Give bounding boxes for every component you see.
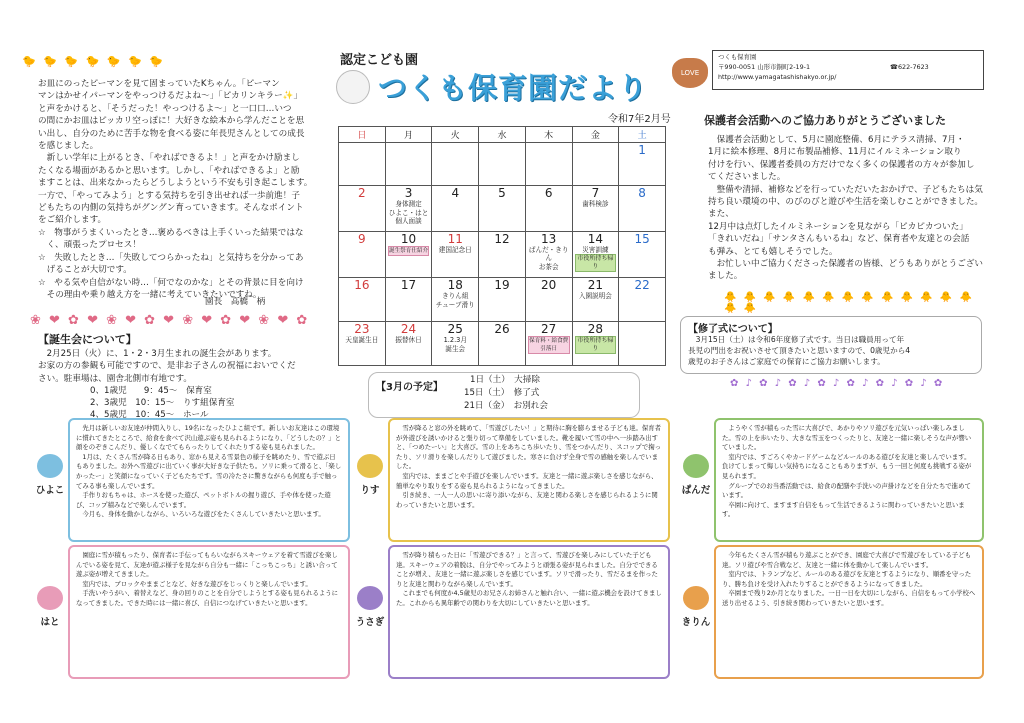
class-report-text: 今年もたくさん雪が積もり遊ぶことができ、園庭で大喜びで雪遊びをしている子ども達。ソリ遊びや雪合戦など、友達と一緒に体を動かして楽しんでいます。 室内では、トランプなど、ルールのある遊びを友達とするようになり、順番を守ったり、勝ち負けを受け入れたりすることができるようになってきました。 卒園まで残り2か月となりました。一日一日を大切にしながら、自信をもって小学校へ送り出せるよう、引き続き関わっていきたいと思います。 [722, 551, 976, 607]
calendar-day-cell [339, 186, 386, 231]
day-event: 災害訓練 [582, 245, 609, 254]
calendar-day-cell [572, 186, 619, 231]
class-box-0 [68, 418, 350, 542]
march-plan-1: 1日（土） 大掃除 [470, 375, 540, 385]
class-report-text: 園庭に雪が積もったり、保育者に手伝ってもらいながらスキーウェアを着て雪遊びを楽しんでいる姿を見て、友達が遊ぶ様子を見ながら自分も一緒に「こっちこっち」と誘い合って遊ぶ姿が増えてきました。 室内では、ブロックやままごとなど、好きな遊びをじっくりと楽しんでいます。 手洗いやうがい、着替えなど、身の回りのことを自分でしようとする姿も見られるようになってきました。できた時には一緒に喜び、自信につなげていきたいと思います。 [76, 551, 339, 607]
day-tag: 市役所持ち帰り [575, 336, 617, 354]
class-name: うさぎ [355, 617, 385, 628]
day-number: 12 [494, 231, 510, 246]
principal-signature: 園長 高橋 柄 [205, 297, 266, 307]
calendar-day-cell [479, 142, 526, 186]
issue-label: 令和7年2月号 [608, 114, 671, 125]
day-number: 22 [634, 278, 650, 293]
day-number: 24 [400, 322, 417, 337]
calendar-day-cell [385, 278, 432, 322]
chick-decoration-row: 🐤 🐤 🐤 🐤 🐤 🐤 🐤 [22, 55, 165, 68]
graduation-text: 3月15日（土）は令和6年度修了式です。当日は職員用って年 長児の門出をお祝いさせて頂きたいと思いますので、0歳児から4 歳児のお子さんはご家庭での保育にご協力お願いします。 [688, 335, 911, 366]
checkup-time-2: 2、3歳児 10：15～ りす組保育室 [90, 398, 235, 408]
class-box-1 [388, 418, 670, 542]
day-number: 17 [400, 278, 417, 293]
class-animal-2 [676, 454, 716, 496]
day-event: 建国記念日 [438, 245, 472, 254]
calendar-day-cell [525, 231, 572, 278]
calendar-day-cell [525, 322, 572, 366]
day-number: 15 [634, 231, 650, 246]
day-number: 20 [541, 278, 557, 293]
day-event: ぱんだ・きりん お茶会 [528, 245, 569, 271]
class-name: はと [40, 617, 60, 628]
class-name: きりん [681, 617, 711, 628]
calendar-day-cell [479, 278, 526, 322]
org-url: http://www.yamagatashishakyo.or.jp/ [718, 73, 837, 81]
thanks-text: 保護者会活動として、5月に園庭整備、6月にテラス清掃、7月・ 1月に絵本修理、8月に布製品補修、11月にイルミネーション取り 付けを行い、保護者委員の方だけでなく多くの保護者の方々が参加し てくださいました。 整備や清掃、補修などを行っていただいたおかげで、子どもたちは気 持ち良い環境の中、のびのびと遊びや生活を楽しむことができました。また、 12月中は点灯したイルミネーションを見ながら「ピカピカついた」 「きれいだね」「サンタさんもいるね」など、保育者や友達との会話 も弾み、とても嬉しそうでした。 お忙しい中ご協力くださった保護者の皆様、どうもありがとうござい ました。 [708, 135, 984, 282]
weekday-header: 水 [479, 127, 526, 143]
march-plans-title: 【3月の予定】 [376, 382, 443, 393]
march-plan-3: 21日（金） お別れ会 [464, 401, 548, 411]
class-name: ひよこ [35, 485, 65, 496]
org-tel: ☎622-7623 [890, 63, 929, 71]
march-plan-2: 15日（土） 修了式 [464, 388, 540, 398]
calendar-day-cell [339, 278, 386, 322]
love-heart-logo: LOVE [672, 58, 708, 88]
calendar-day-cell [432, 322, 479, 366]
calendar-day-cell [619, 322, 666, 366]
animal-face-icon [357, 586, 383, 610]
calendar-day-cell [479, 186, 526, 231]
calendar-day-cell [385, 322, 432, 366]
day-number: 10 [400, 231, 417, 246]
calendar-day-cell [339, 142, 386, 186]
day-tag: 保育料・給食費 引落日 [529, 338, 569, 353]
animal-face-icon [37, 454, 63, 478]
day-number: 8 [638, 186, 646, 201]
calendar-day-cell [572, 322, 619, 366]
day-tag: 誕生祭育仕紹介 [388, 247, 429, 254]
checkup-time-1: 0、1歳児 9：45～ 保育室 [90, 386, 212, 396]
day-number: 21 [587, 278, 604, 293]
day-number: 26 [494, 322, 510, 337]
day-number: 4 [451, 186, 460, 201]
class-animal-3 [30, 586, 70, 628]
calendar-day-cell [525, 142, 572, 186]
calendar-day-cell [479, 231, 526, 278]
page-title: つくも保育園だより [378, 71, 649, 105]
weekday-header: 火 [432, 127, 479, 143]
bird-decoration-row: 🐥 🐥 🐥 🐥 🐥 🐥 🐥 🐥 🐥 🐥 🐥 🐥 🐥 🐥 🐥 [724, 292, 975, 314]
class-report-text: 先月は新しいお友達が仲間入りし、19名になったひよこ組です。新しいお友達はこの環境に慣れてきたところで、給食を食べて沢山遊ぶ姿も見られるようになり、「どうしたの？」と顔をのぞきこんだり、優しくなでてもらったりしてくれたりする姿も見られました。 1月は、たくさん雪が降る日もあり、窓から見える雪景色の様子を眺めたり、雪で遊ぶ日もありました。お外へ雪遊びに出ていく事が大好きな子供たち。ソリに乗って滑ると、「楽しかったー」と笑顔になっていく子どもたちです。雪の冷たさに驚きながらも何度も手で触ってみる事も楽しんでいます。 手作りおもちゃは、ホースを使った遊び、ペットボトルの握り遊び、手や体を使った遊び、コップ積みなどで楽しんでいます。 今月も、身体を動かしながら、いろいろな遊びをたくさんしていきたいと思います。 [76, 424, 342, 519]
checkup-title: 【誕生会について】 [38, 333, 137, 346]
class-report-text: ようやく雪が積もった雪に大喜びで、あかりやソリ遊びを元気いっぱい楽しみました。雪の上を歩いたり、大きな雪玉をつくったりと、友達と一緒に楽しそうな声が響いていました。 室内では、すごろくやカードゲームなどルールのある遊びを友達と楽しんでいます。負けてしまって悔しい気持ちになることもありますが、もう一回と何度も挑戦する姿が見られます。 グループでのお当番活動では、給食の配膳や手洗いの声掛けなどを自分たちで進めています。 卒園に向けて、ますます自信をもって生活できるように関わっていきたいと思います。 [722, 424, 972, 519]
day-number: 9 [358, 231, 366, 246]
day-number: 2 [358, 186, 366, 201]
class-animal-0 [30, 454, 70, 496]
class-name: ぱんだ [681, 485, 711, 496]
class-box-5 [714, 545, 984, 679]
thanks-title: 保護者会活動へのご協力ありがとうございました [704, 114, 946, 127]
weekday-header: 土 [619, 127, 666, 143]
day-event: 1.2.3月 誕生会 [443, 336, 467, 353]
day-event: 振替休日 [395, 336, 422, 345]
calendar-day-cell [479, 322, 526, 366]
weekday-header: 日 [339, 127, 386, 143]
day-tag: 市役所持ち帰り [575, 254, 617, 272]
animal-face-icon [37, 586, 63, 610]
day-number: 28 [587, 322, 604, 337]
calendar-table [338, 126, 666, 366]
day-number: 25 [447, 322, 463, 337]
header-subtitle: 認定こども園 [340, 53, 419, 68]
class-animal-4 [350, 586, 390, 628]
day-event: 歯科検診 [582, 200, 609, 209]
class-box-2 [714, 418, 984, 542]
flower-decoration-row: ✿ ♪ ✿ ♪ ✿ ♪ ✿ ♪ ✿ ♪ ✿ ♪ ✿ ♪ ✿ [730, 378, 945, 389]
calendar-day-cell [339, 231, 386, 278]
day-number: 13 [541, 231, 557, 246]
calendar-day-cell [572, 142, 619, 186]
calendar-day-cell [619, 278, 666, 322]
class-animal-5 [676, 586, 716, 628]
calendar-day-cell [385, 186, 432, 231]
animal-face-icon [683, 454, 709, 478]
animal-face-icon [357, 454, 383, 478]
weekday-header: 木 [525, 127, 572, 143]
day-number: 7 [591, 186, 600, 201]
day-event: 身体測定 ひよこ・はと 個人面談 [388, 200, 429, 226]
day-number: 1 [638, 142, 646, 157]
class-name: りす [360, 485, 380, 496]
day-number: 23 [354, 322, 370, 337]
weekday-header: 月 [385, 127, 432, 143]
class-box-3 [68, 545, 350, 679]
calendar-day-cell [432, 186, 479, 231]
org-address: 〒990-0051 山形市銅町2-19-1 [718, 63, 811, 71]
heart-decoration-row: ❀ ❤ ✿ ❤ ❀ ❤ ✿ ❤ ❀ ❤ ✿ ❤ ❀ ❤ ✿ [30, 313, 310, 328]
bear-mascot-icon [336, 70, 370, 104]
day-number: 19 [494, 278, 510, 293]
intro-text: お皿にのったピーマンを見て固まっていたKちゃん。「ピーマン マンはかせイパーマンをやっつけるだよね～」「ピカリンキラー✨」 と声をかけると、「そうだった！やっつけるよ～」と一口口…いつ の間にかお皿はピッカリ空っぽに！大好きな絵本から学んだことを思 い出し、自分のために苦手な物を食べる姿に年長児さんとしての成長 を感じました。 新しい学年に上がるとき、「やればできるよ！」と声をかけ励まし たくなる場面があるかと思います。しかし、「やればできるよ」と励 ますことは、出来なかったらどうしようという不安も引き起こします。 一方で、「やってみよう」とする気持ちを引き出せれば一歩前進！子 どもたちの内側の気持ちがグングン育っていきます。そんなポイント をご紹介します。 ☆ 物事がうまくいったとき…褒めるべきは上手くいった結果ではな く、頑張ったプロセス！ ☆ 失敗したとき…「失敗してつらかったね」と気持ちを分かってあ げることが大切です。 ☆ やる気や自信がない時…「何でなのかな」とその背景に目を向け その理由や乗り越え方を一緒に考えていきたいですね。 [38, 79, 313, 300]
calendar-day-cell [525, 186, 572, 231]
day-number: 16 [354, 278, 370, 293]
calendar-day-cell [619, 142, 666, 186]
weekday-header: 金 [572, 127, 619, 143]
class-animal-1 [350, 454, 390, 496]
calendar-day-cell [432, 231, 479, 278]
calendar-day-cell [432, 142, 479, 186]
calendar-day-cell [525, 278, 572, 322]
day-number: 6 [544, 186, 553, 201]
class-box-4 [388, 545, 670, 679]
day-number: 5 [498, 186, 506, 201]
day-event: 天皇誕生日 [345, 336, 379, 345]
class-report-text: 雪が降ると窓の外を眺めて、「雪遊びしたい！」と期待に胸を膨らませる子ども達。保育者が外遊びを誘いかけると張り切って準備をしていました。靴を履いて雪の中へ一歩踏み出すと、「つめたーい」と大喜び。雪の上をあちこち歩いたり、雪をつかんだり、スコップで掬ったり、ソリ滑りを楽しんだりして遊びました。寒さに負けず全身で雪の感触を楽しんでいました。 室内では、ままごとや手遊びを楽しんでいます。友達と一緒に遊ぶ楽しさを感じながら、簡単なやり取りをする姿も見られるようになってきました。 引き続き、一人一人の思いに寄り添いながら、友達と関わる楽しさを感じられるように関わっていきたいと思います。 [396, 424, 662, 509]
checkup-text: 2月25日（火）に、1・2・3月生まれの誕生会があります。 お家の方の参観も可能ですので、是非お子さんの祝福においでくだ さい。駐車場は、園舎北側市有地です。 [38, 349, 296, 384]
org-name: つくも保育園 [718, 53, 757, 61]
day-event: きりん組 チューブ滑り [435, 292, 475, 309]
calendar-day-cell [619, 231, 666, 278]
graduation-title: 【修了式について】 [688, 324, 778, 335]
day-number: 3 [404, 186, 413, 201]
day-number: 18 [447, 278, 463, 293]
day-number: 11 [447, 231, 463, 246]
calendar-day-cell [385, 231, 432, 278]
calendar-day-cell [619, 186, 666, 231]
class-report-text: 雪が降り積もった日に「雪遊びできる？」と言って、雪遊びを楽しみにしていた子ども達。スキーウェアの着脱は、自分でやってみようと頑張る姿が見られました。自分でできることが増え、友達と一緒に遊ぶ楽しさを感じています。ソリで滑ったり、雪だるまを作ったりと友達と関わりながら楽しんでいます。 これまでも何度か4,5歳児のお兄さんお姉さんと触れ合い、一緒に遊ぶ機会を設けてきました。これからも異年齢での関わりを大切にしていきたいと思います。 [396, 551, 662, 607]
day-number: 27 [541, 322, 557, 337]
checkup-time-3: 4、5歳児 10：45～ ホール [90, 410, 209, 420]
day-number: 14 [587, 231, 604, 246]
calendar-day-cell [572, 278, 619, 322]
calendar-day-cell [339, 322, 386, 366]
day-event: 入園説明会 [578, 292, 612, 301]
animal-face-icon [683, 586, 709, 610]
calendar-day-cell [572, 231, 619, 278]
calendar-day-cell [432, 278, 479, 322]
calendar-day-cell [385, 142, 432, 186]
